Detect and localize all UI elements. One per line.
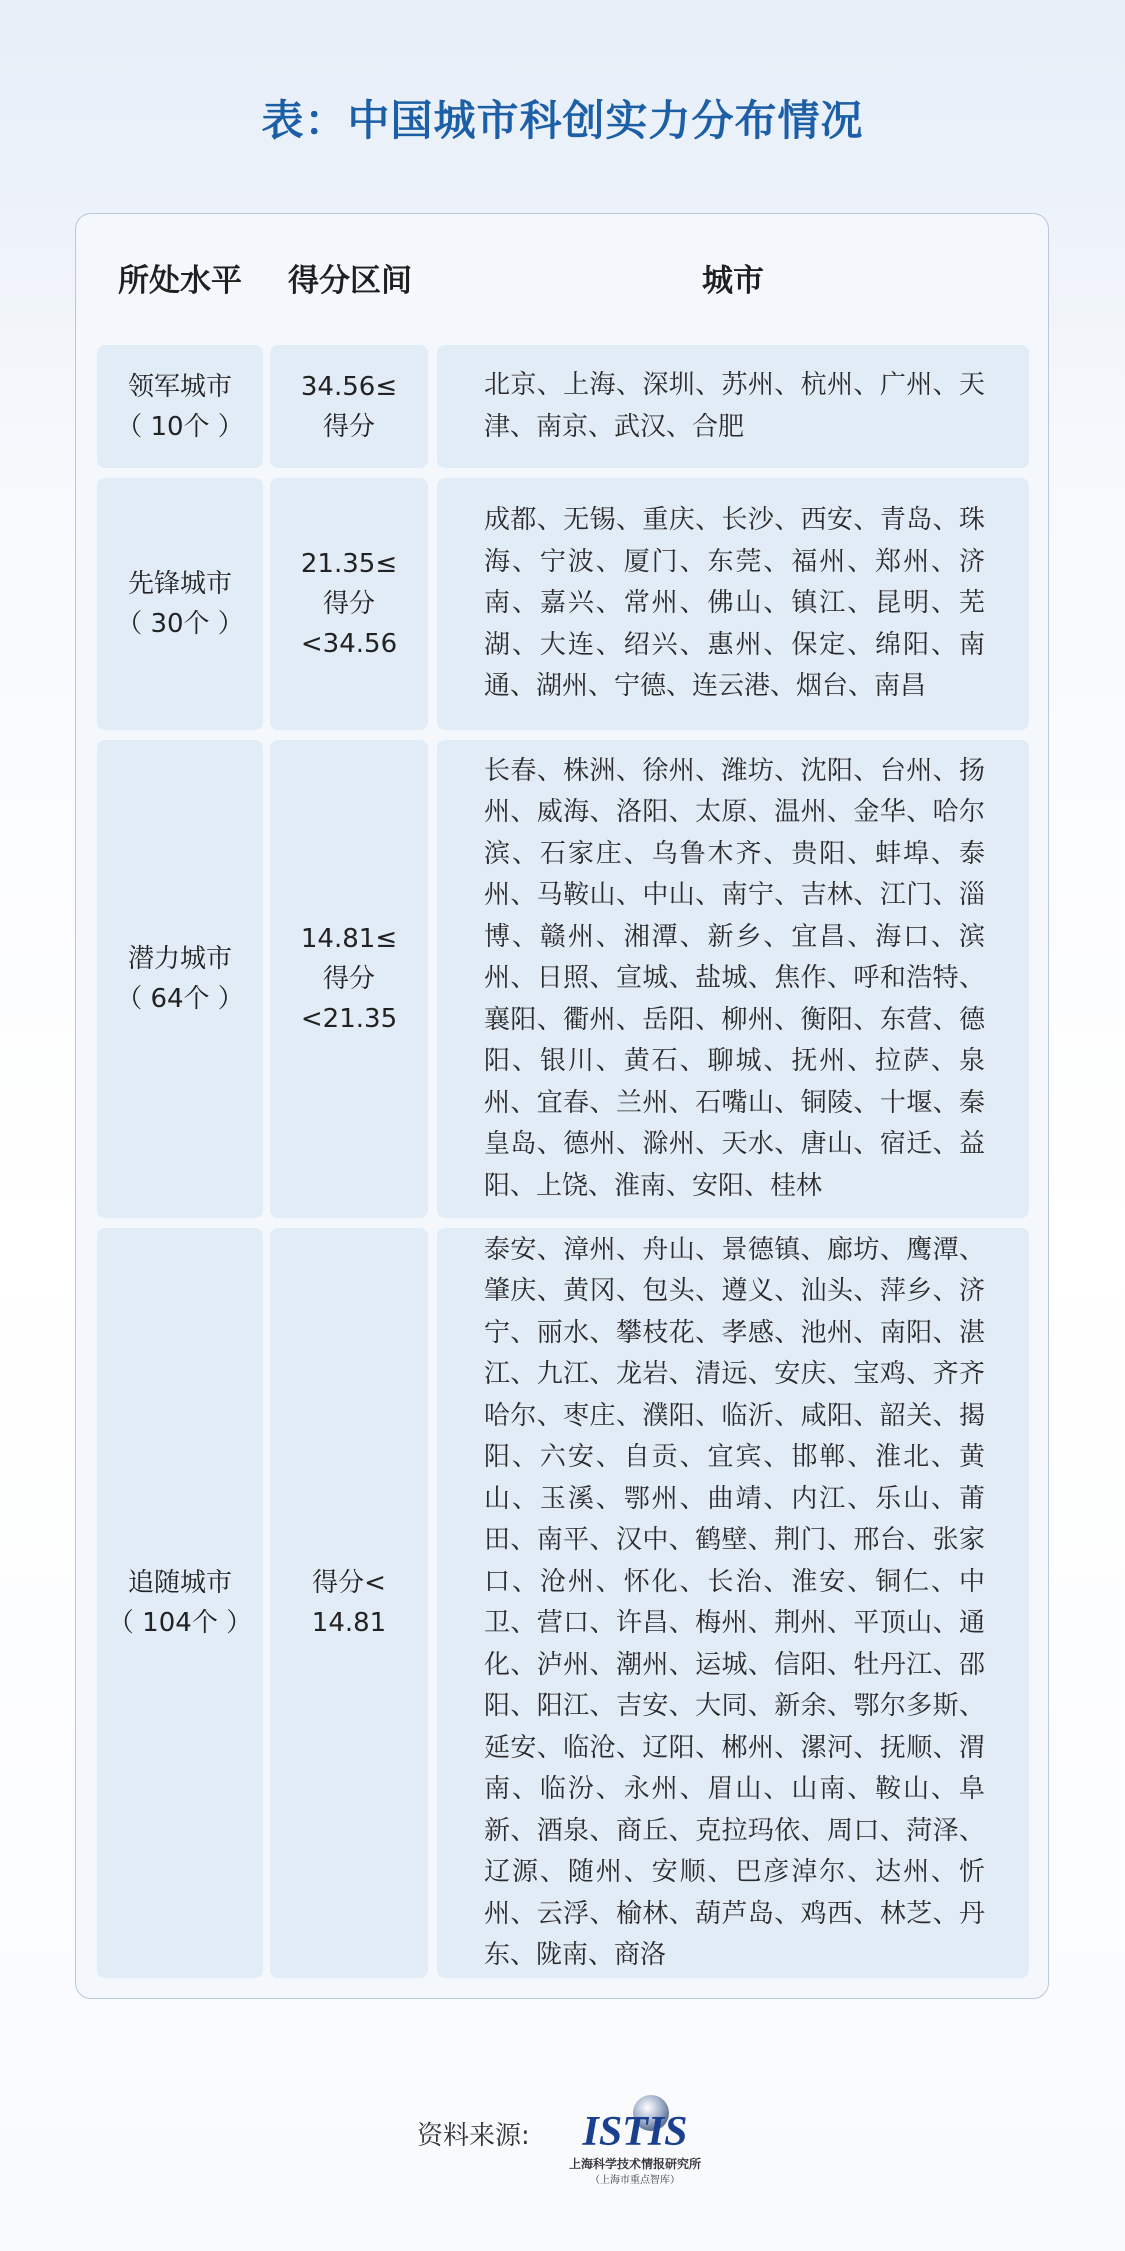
- level-count: （ 104个 ）: [107, 1608, 253, 1638]
- footer: [0, 2085, 1125, 2205]
- level-name: 领军城市: [127, 371, 232, 402]
- range-line: 14.81≤: [300, 924, 398, 954]
- table-row-cities: [437, 1228, 1029, 1978]
- header-level: 所处水平: [118, 263, 242, 299]
- range-line: 21.35≤: [300, 549, 398, 579]
- level-count: （ 10个 ）: [116, 411, 244, 442]
- level-name: 追随城市: [127, 1568, 232, 1598]
- city-list: 北京、上海、深圳、苏州、杭州、广州、天津、南京、武汉、合肥: [484, 370, 985, 442]
- table-row-cities: [437, 478, 1029, 730]
- header-range: 得分区间: [288, 263, 412, 299]
- page-title: 表：中国城市科创实力分布情况: [261, 96, 864, 145]
- org-sub: （上海市重点智库）: [590, 2175, 680, 2186]
- table-row-level: [97, 478, 263, 730]
- table-row-cities: [437, 740, 1029, 1218]
- logo-text: ISTIS: [582, 2109, 688, 2155]
- city-list: 泰安、漳州、舟山、景德镇、廊坊、鹰潭、肇庆、黄冈、包头、遵义、汕头、萍乡、济宁、丽水、攀枝花、孝感、池州、南阳、湛江、九江、龙岩、清远、安庆、宝鸡、齐齐哈尔、枣庄、濮阳、临沂、咸阳、韶关、揭阳、六安、自贡、宜宾、邯郸、淮北、黄山、玉溪、鄂州、曲靖、内江、乐山、莆田、南平、汉中、鹤壁、荆门、邢台、张家口、沧州、怀化、长治、淮安、铜仁、中卫、营口、许昌、梅州、荆州、平顶山、通化、泸州、潮州、运城、信阳、牡丹江、邵阳、阳江、吉安、大同、新余、鄂尔多斯、延安、临沧、辽阳、郴州、漯河、抚顺、渭南、临汾、永州、眉山、山南、鞍山、阜新、酒泉、商丘、克拉玛依、周口、菏泽、辽源、随州、安顺、巴彦淖尔、达州、忻州、云浮、榆林、葫芦岛、鸡西、林芝、丹东、陇南、商洛: [484, 1234, 985, 1970]
- table-row-cities: [437, 345, 1029, 468]
- table-row-level: [97, 1228, 263, 1978]
- range-line: 34.56≤: [300, 371, 398, 402]
- range-line: 得分: [322, 411, 375, 442]
- table-row-range: [270, 1228, 428, 1978]
- level-name: 先锋城市: [127, 569, 232, 599]
- range-line: 14.81: [311, 1608, 387, 1638]
- table-row-range: [270, 740, 428, 1218]
- range-line: 得分: [322, 589, 375, 619]
- source-label: 资料来源:: [417, 2121, 530, 2151]
- org-name: 上海科学技术情报研究所: [568, 2157, 702, 2171]
- level-count: （ 64个 ）: [116, 984, 244, 1014]
- table-row-level: [97, 740, 263, 1218]
- range-line: <21.35: [300, 1004, 398, 1034]
- city-list: 长春、株洲、徐州、潍坊、沈阳、台州、扬州、威海、洛阳、太原、温州、金华、哈尔滨、石家庄、乌鲁木齐、贵阳、蚌埠、泰州、马鞍山、中山、南宁、吉林、江门、淄博、赣州、湘潭、新乡、宜昌、海口、滨州、日照、宣城、盐城、焦作、呼和浩特、襄阳、衢州、岳阳、柳州、衡阳、东营、德阳、银川、黄石、聊城、抚州、拉萨、泉州、宜春、兰州、石嘴山、铜陵、十堰、秦皇岛、德州、滁州、天水、唐山、宿迁、益阳、上饶、淮南、安阳、桂林: [484, 755, 985, 1201]
- range-line: 得分<: [312, 1568, 386, 1598]
- table-row-range: [270, 345, 428, 468]
- level-name: 潜力城市: [127, 944, 232, 974]
- city-list: 成都、无锡、重庆、长沙、西安、青岛、珠海、宁波、厦门、东莞、福州、郑州、济南、嘉兴、常州、佛山、镇江、昆明、芜湖、大连、绍兴、惠州、保定、绵阳、南通、湖州、宁德、连云港、烟台、南昌: [484, 505, 985, 702]
- level-count: （ 30个 ）: [116, 609, 244, 639]
- table-row-range: [270, 478, 428, 730]
- range-line: 得分: [322, 964, 375, 994]
- istis-logo-icon: [555, 2085, 715, 2195]
- table-row-level: [97, 345, 263, 468]
- range-line: <34.56: [300, 629, 398, 659]
- header-cities: 城市: [702, 263, 764, 299]
